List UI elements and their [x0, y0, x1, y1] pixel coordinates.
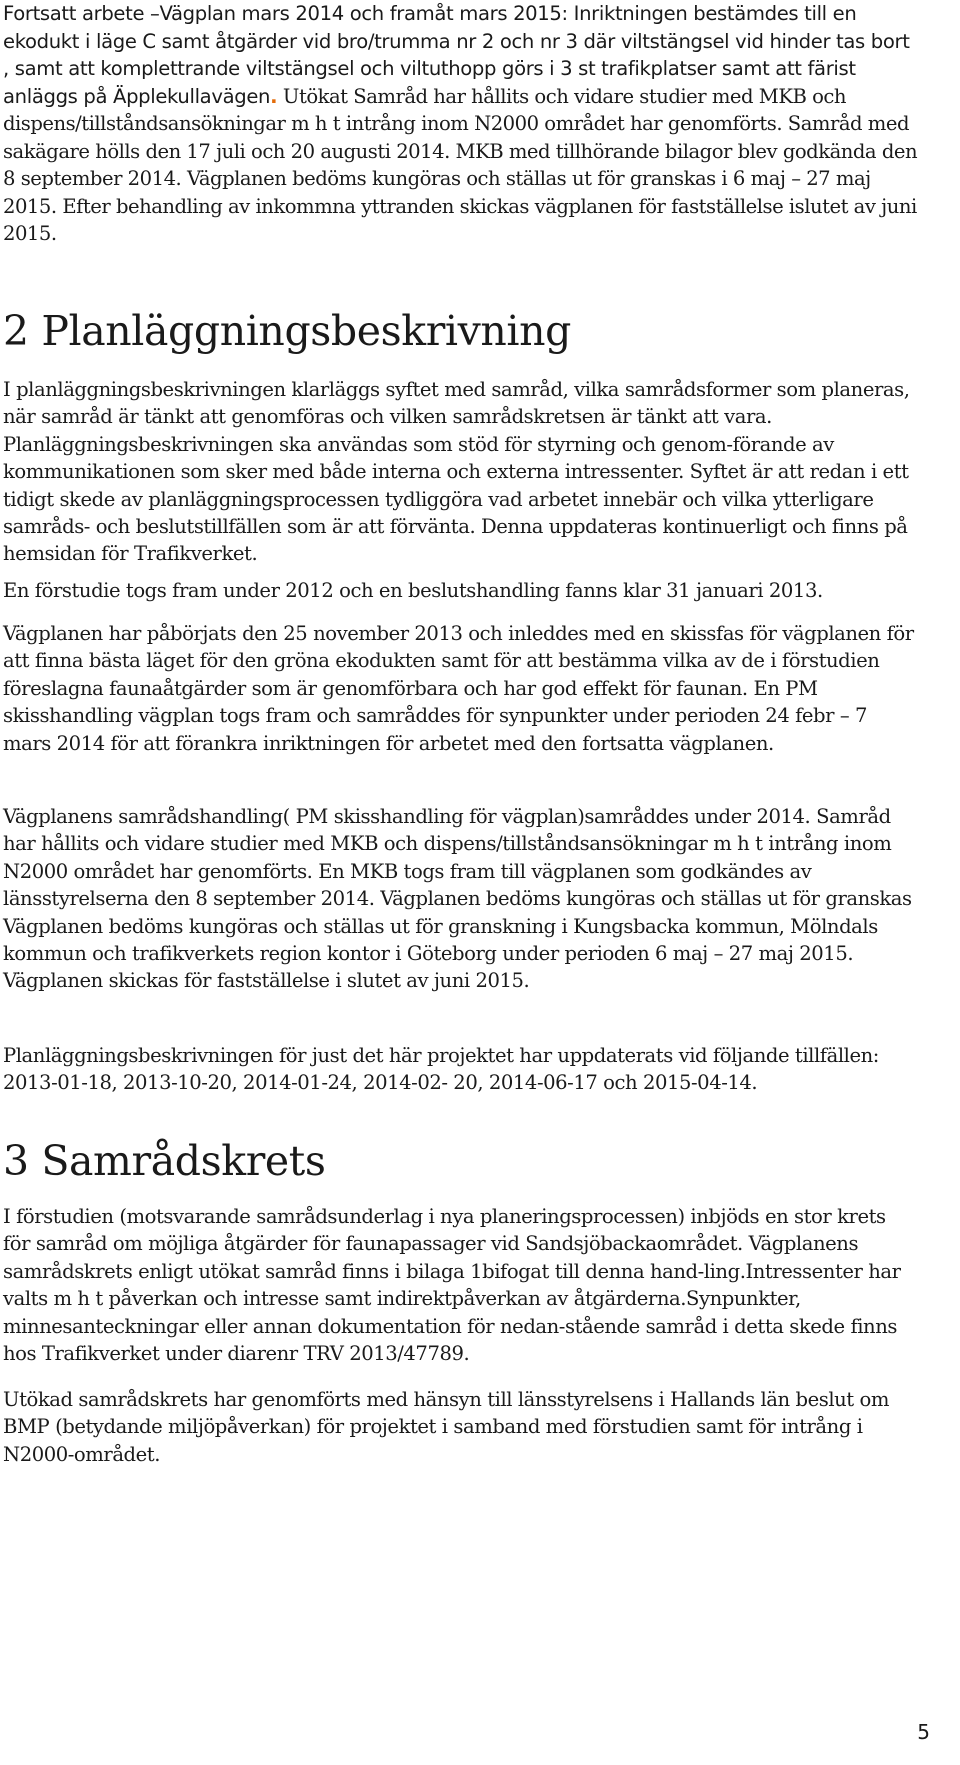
section-2-paragraph-1: I planläggningsbeskrivningen klarläggs syftet med samråd, vilka samrådsformer som planeras, när samråd är tänkt att genomföras och vilken samrådskretsen är tänkt att vara. Planläggningsbeskrivningen ska användas som stöd för styrning och genom-förande av kommunikationen som sker med både interna och externa intressenter. Syftet är att redan i ett tidigt skede av planläggningsprocessen tydliggöra vad arbetet innebär och vilka ytterligare samråds- och beslutstillfällen som är att förvänta. Denna uppdateras kontinuerligt och finns på hemsidan för Trafikverket.: [3, 378, 910, 566]
section-2-paragraph-5: Planläggningsbeskrivningen för just det här projektet har uppdaterats vid följande tillfällen: 2013-01-18, 2013-10-20, 2014-01-24, 2014-02- 20, 2014-06-17 och 2015-04-14.: [3, 1044, 879, 1095]
intro-marker: .: [270, 84, 278, 108]
section-3-heading: 3 Samrådskrets: [3, 1137, 326, 1185]
intro-paragraph: [3, 0, 918, 248]
intro-text-part1: Fortsatt arbete –Vägplan mars 2014 och framåt mars 2015: Inriktningen bestämdes till en ekodukt i läge C samt åtgärder vid bro/trumma nr 2 och nr 3 där viltstängsel vid hinder tas bort , samt att komplettrande viltstängsel och viltuthopp görs i 3 st trafikplatser samt att färist anläggs på Äpplekullavägen: [3, 2, 910, 108]
section-3-paragraph-2: Utökad samrådskrets har genomförts med hänsyn till länsstyrelsens i Hallands län beslut om BMP (betydande miljöpåverkan) för projektet i samband med förstudien samt för intrång i N2000-området.: [3, 1388, 889, 1466]
section-2-paragraph-2: En förstudie togs fram under 2012 och en beslutshandling fanns klar 31 januari 2013.: [3, 579, 823, 602]
section-2-paragraph-4: Vägplanens samrådshandling( PM skisshandling för vägplan)samråddes under 2014. Samråd har hållits och vidare studier med MKB och dispens/tillståndsansökningar m h t intrång inom N2000 området har genomförts. En MKB togs fram till vägplanen som godkändes av länsstyrelserna den 8 september 2014. Vägplanen bedöms kungöras och ställas ut för granskas Vägplanen bedöms kungöras och ställas ut för granskning i Kungsbacka kommun, Mölndals kommun och trafikverkets region kontor i Göteborg under perioden 6 maj – 27 maj 2015. Vägplanen skickas för fastställelse i slutet av juni 2015.: [3, 805, 912, 993]
section-2-paragraph-3: Vägplanen har påbörjats den 25 november 2013 och inleddes med en skissfas för vägplanen för att finna bästa läget för den gröna ekodukten samt för att bestämma vilka av de i förstudien föreslagna faunaåtgärder som är genomförbara och har god effekt för faunan. En PM skisshandling vägplan togs fram och samråddes för synpunkter under perioden 24 febr – 7 mars 2014 för att förankra inriktningen för arbetet med den fortsatta vägplanen.: [3, 622, 914, 755]
section-2-heading: 2 Planläggningsbeskrivning: [3, 307, 571, 355]
intro-text-part2: Utökat Samråd har hållits och vidare studier med MKB och dispens/tillståndsansökningar m h t intrång inom N2000 området har genomförts. Samråd med sakägare hölls den 17 juli och 20 augusti 2014. MKB med tillhörande bilagor blev godkända den 8 september 2014. Vägplanen bedöms kungöras och ställas ut för granskas i 6 maj – 27 maj 2015. Efter behandling av inkommna yttranden skickas vägplanen för fastställelse islutet av juni 2015.: [3, 84, 918, 245]
section-3-paragraph-1: I förstudien (motsvarande samrådsunderlag i nya planeringsprocessen) inbjöds en stor krets för samråd om möjliga åtgärder för faunapassager vid Sandsjöbackaområdet. Vägplanens samrådskrets enligt utökat samråd finns i bilaga 1bifogat till denna hand-ling.Intressenter har valts m h t påverkan och intresse samt indirektpåverkan av åtgärderna.Synpunkter, minnesanteckningar eller annan dokumentation för nedan-stående samråd i detta skede finns hos Trafikverket under diarenr TRV 2013/47789.: [3, 1205, 901, 1366]
page-number: 5: [917, 1720, 930, 1744]
